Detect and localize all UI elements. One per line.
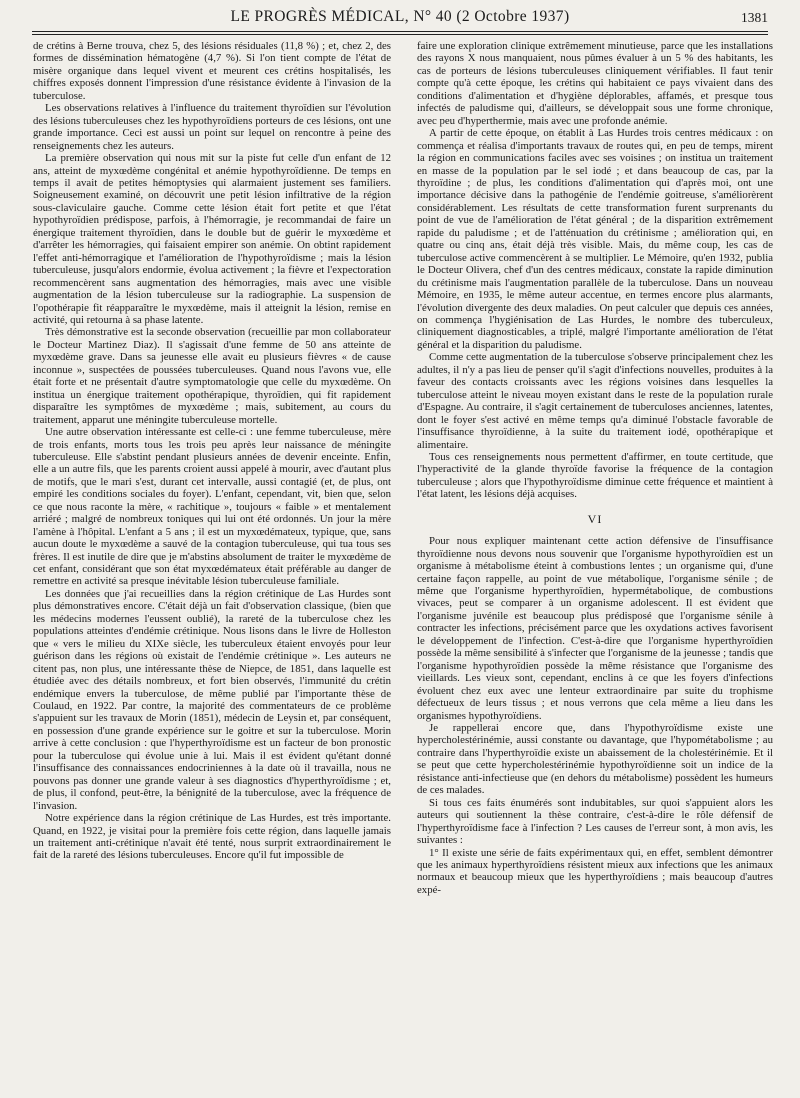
header-rule: [32, 31, 768, 35]
paragraph: La première observation qui nous mit sur la piste fut celle d'un enfant de 12 ans, atteint de myxœdème congénital et anémie hypothyroïdienne. De temps en temps il avait de petites hémoptysies qui alarmaient justement ses familiers. Soigneusement examiné, on découvrit une petit lésion infiltrative de la région sous-claviculaire gauche. Comme cette lésion était fort petite et que l'état hypothyroïdien prédispose, parfois, à l'hémorragie, je recommandai de faire un énergique traitement thyroïdien, dans le double but de guérir le myxœdème et d'arrêter les hémorragies, qui faisaient empirer son anémie. On obtint rapidement l'effet anti-hémorragique et l'amélioration de l'hypothyroïdisme ; mais la lésion tuberculeuse, jusqu'alors endormie, évolua activement ; la fièvre et l'expectoration recommencèrent sans augmentation des hémorragies, mais avec une visible augmentation de la lésion tuberculeuse sur la radiographie. La suspension de l'opothérapie fit réapparaître le myxœdème, mais il atteignit la lésion, remise en activité, qui retourna à sa phase latente.: [33, 152, 391, 326]
paragraph: Les données que j'ai recueillies dans la région crétinique de Las Hurdes sont plus démonstratives encore. C'était déjà un fait d'observation classique, (bien que les médecins modernes l'eussent oublié), la rareté de la tuberculose chez les populations atteintes d'endémie crétinique. Nous lisons dans le livre de Holleston que « vers le milieu du XIXe siècle, les tuberculeux étaient envoyés pour leur guérison dans les régions où existait de l'endémie crétinique ». Les auteurs ne citent pas, non plus, une intéressante thèse de Niepce, de 1851, dans laquelle est étudiée avec des détails nombreux, et fort bien observés, l'immunité du crétin endémique envers la tuberculose, de même publié par l'importante thèse de Coulaud, en 1922. Par contre, la majorité des commentateurs de ce problème s'appuient sur les travaux de Morin (1851), médecin de Leysin et, par conséquent, en possession d'une grande expérience sur le goitre et sur la tuberculose. Morin arrive à cette conclusion : que l'hyperthyroïdisme est un facteur de bon pronostic pour la tuberculose qui évolue unie à lui. Mais il est évident qu'étant donné l'insuffisance des connaissances endocriniennes à la date où il travailla, nous ne pouvons pas donner une grande valeur à ses diagnostics d'hyperthyroïdisme ; et, de plus, il confond, peut-être, la bénignité de la tuberculose, avec la fréquence de l'invasion.: [33, 587, 391, 812]
left-column: [33, 40, 391, 862]
paragraph: 1° Il existe une série de faits expérimentaux qui, en effet, semblent démontrer que les animaux hyperthyroïdiens résistent mieux aux infections que les animaux normaux et beaucoup mieux que les hyperthyroïdiens ; mais beaucoup d'autres expé-: [417, 846, 773, 896]
paragraph: A partir de cette époque, on établit à Las Hurdes trois centres médicaux : on commença et réalisa d'importants travaux de routes qui, en peu de temps, mirent la région en communications faciles avec ses voisines ; on institua un traitement en masse de la population par le sel iodé ; et dans beaucoup de cas, par la thyroïdine ; de plus, les conditions d'alimentation qui d'après moi, ont une importance décisive dans la pathogénie de l'endémie goitreuse, s'améliorèrent considérablement. Les résultats de cette transformation furent surprenants du point de vue de l'amélioration de l'état général ; de la disparition extrêmement rapide du paludisme ; et de l'atténuation du crétinisme ; amélioration qui, en quatre ou cinq ans, était déjà très visible. Mais, du même coup, les cas de tuberculose active commencèrent à se multiplier. Le Mémoire, qu'en 1932, publia le Docteur Olivera, chef d'un des centres médicaux, constate la rapide diminution du crétinisme mais l'augmentation parallèle de la tuberculose. Dans un nouveau Mémoire, en 1935, le même auteur accentue, en termes encore plus alarmants, l'évolution divergente des deux maladies. On peut calculer que depuis ces années, on commença l'hygiénisation de Las Hurdes, le nombre des tuberculeux, cliniquement diagnosticables, a triplé, malgré l'importante amélioration de l'état général et la disparition du paludisme.: [417, 127, 773, 351]
paragraph: Notre expérience dans la région crétinique de Las Hurdes, est très importante. Quand, en 1922, je visitai pour la première fois cette région, dans laquelle jamais un traitement anti-crétinique n'avait été tenté, nous surprit extraordinairement le fait de la rareté des lésions tuberculeuses. Encore qu'il fut impossible de: [33, 812, 391, 862]
right-column: [417, 40, 773, 896]
paragraph: Si tous ces faits énumérés sont indubitables, sur quoi s'appuient alors les auteurs qui soutiennent la thèse contraire, c'est-à-dire le rôle défensif de l'hyperthyroïdisme face à l'infection ? Les causes de l'erreur sont, à mon avis, les suivantes :: [417, 796, 773, 847]
running-title: LE PROGRÈS MÉDICAL, N° 40 (2 Octobre 1937): [230, 8, 570, 25]
page-number: 1381: [741, 10, 768, 25]
paragraph: Comme cette augmentation de la tuberculose s'observe principalement chez les adultes, il n'y a pas lieu de penser qu'il s'agit d'infections nouvelles, produites à la faveur des contacts croissants avec les régions voisines dans lesquelles la tuberculose atteint le niveau moyen existant dans le reste de la population rurale d'Espagne. Au contraire, il s'agit certainement de tuberculoses anciennes, latentes, dont le foyer s'est activé en même temps qu'a diminué l'obstacle favorable de l'insuffisance thyroïdienne, à la suite du traitement iodé, opothérapique et alimentaire.: [417, 351, 773, 451]
paragraph: faire une exploration clinique extrêmement minutieuse, parce que les installations des rayons X nous manquaient, nous pûmes évaluer à un 5 % des habitants, les cas de porteurs de lésions tuberculeuses cliniquement vérifiables. Il faut tenir compte qu'à cette époque, les crétins qui habitaient ce pays vivaient dans des conditions d'alimentation et d'hygiène déplorables, affamés, et presque tous infectés de paludisme qui, d'ailleurs, se développait sous une forme chronique, avec peu d'hyperthermie, mais avec une profonde anémie.: [417, 40, 773, 127]
paragraph: Très démonstrative est la seconde observation (recueillie par mon collaborateur le Docteur Martinez Diaz). Il s'agissait d'une femme de 50 ans atteinte de myxœdème grave. Dans sa jeunesse elle avait eu plusieurs fièvres « de cause inconnue », suspectées de poussées tuberculeuses. Quand nous l'avons vue, elle était forte et ne présentait d'autre symptomatologie que celle du myxœdème. On institua un énergique traitement opothérapique, thyroïdien, qui fit rapidement disparaître les symptômes de myxœdème ; mais, subitement, au cours du traitement, apparut une méningite tuberculeuse mortelle.: [33, 326, 391, 426]
paragraph: Une autre observation intéressante est celle-ci : une femme tuberculeuse, mère de trois enfants, morts tous les trois peu après leur naissance de méningite tuberculeuse. Elle s'abstint pendant plusieurs années de devenir enceinte. Enfin, elle a un autre fils, que les parents croient aussi appelé à mourir, avec d'autant plus de motifs, que le mari s'est, durant cet intervalle, aussi contagié (et, de plus, ont empiré les conditions sociales du foyer). L'enfant, cependant, vit, bien que, selon ce que nous raconte la mère, « rachitique », toujours « faible » et mentalement arriéré ; malgré de nombreux toniques qui lui ont été ordonnés. Un jour la mère l'amène à l'hôpital. L'enfant a 5 ans ; il est un myxœdémateux, typique, que, sans aucun doute le myxœdème a sauvé de la contagion tuberculeuse, qui tua tous ses frères. Il est inutile de dire que je m'abstins absolument de traiter le myxœdème de cet enfant, considérant que son état myxœdémateux était préférable au danger de remettre en activité sa presque inévitable lésion tuberculeuse familiale.: [33, 426, 391, 588]
section-heading: VI: [587, 511, 603, 526]
paragraph: de crétins à Berne trouva, chez 5, des lésions résiduales (11,8 %) ; et, chez 2, des formes de dissémination hématogène (4,7 %). Si l'on tient compte de l'état de misère organique dans lequel vivent et meurent ces crétins hospitalisés, les chiffres exposés donnent l'impression d'une résistance évidente à l'invasion de la tuberculose.: [33, 40, 391, 102]
paragraph: Les observations relatives à l'influence du traitement thyroïdien sur l'évolution des lésions tuberculeuses chez les hypothyroïdiens porteurs de ces lésions, ont une grande importance. Ceci est aussi un point sur lequel on rencontre à peine des renseignements chez les auteurs.: [33, 102, 391, 152]
paragraph: Je rappellerai encore que, dans l'hypothyroïdisme existe une hypercholestérinémie, aussi constante ou davantage, que l'hypométabolisme ; au contraire dans l'hyperthyroïdie existe un abaissement de la cholestérinémie. Et il se peut que cette hypercholestérinémie hypothyroïdienne soit un indice de la résistance anti-infectieuse que (en dehors du métabolisme) possèdent les humeurs de ces malades.: [417, 722, 773, 797]
paragraph: Tous ces renseignements nous permettent d'affirmer, en toute certitude, que l'hyperactivité de la glande thyroïde favorise la fréquence de la contagion tuberculeuse ; alors que l'hypothyroïdisme diminue cette fréquence et maintient à l'état latent, les lésions déjà acquises.: [417, 450, 773, 501]
paragraph: Pour nous expliquer maintenant cette action défensive de l'insuffisance thyroïdienne nous devons nous souvenir que l'organisme hypothyroïdien est un organisme à métabolisme éteint à combustions lentes ; un organisme qui, d'une certaine façon rappelle, au point de vue métabolique, l'organisme sénile ; de même que l'organisme hyperthyroïdien, hypermétabolique, de combustions vivaces, peut se comparer à un organisme adolescent. Il est évident que l'organisme juvénile est beaucoup plus prédisposé que l'organisme sénile à contracter les infections, précisément parce que les oxydations actives favorisent le développement de l'infection. C'est-à-dire que l'organisme hyperthyroïdien possède la même sensibilité à s'infecter que l'organisme de la jeunesse ; tandis que l'organisme hypothyroïdien possède la même résistance que l'organisme des vieillards. Les vieux sont, cependant, enclins à ce que les foyers d'infections évoluent chez eux avec une lenteur extraordinaire par suite du trophisme défectueux de leurs tissus ; et nous verrons que cela même a lieu dans les organismes hypothyroïdiens.: [417, 535, 773, 722]
page-header: [32, 8, 768, 32]
